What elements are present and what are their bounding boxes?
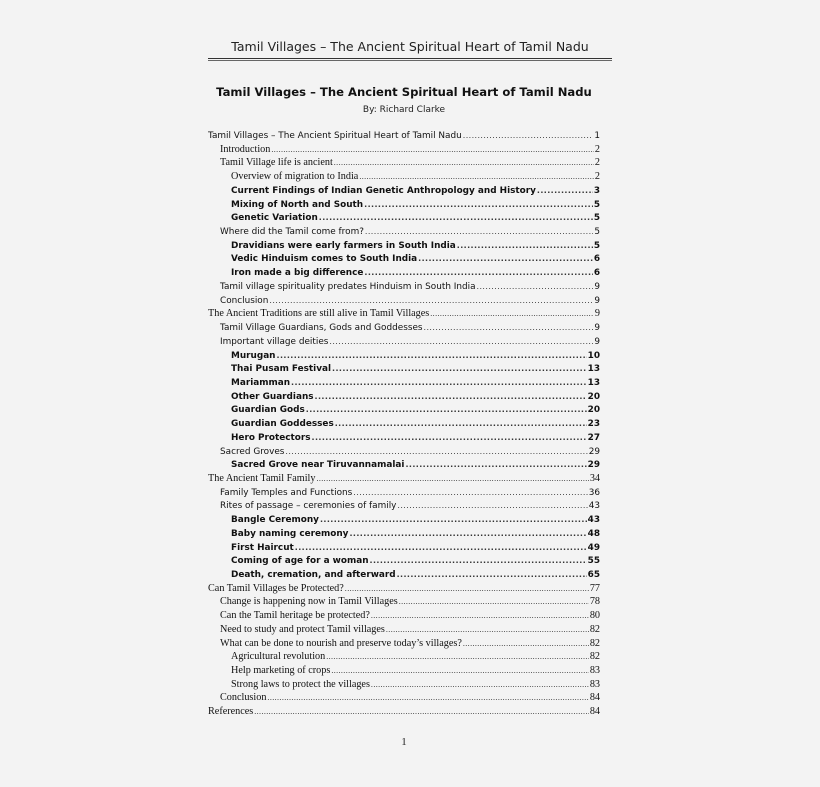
toc-entry-title: Family Temples and Functions <box>220 487 353 498</box>
toc-entry-page: 84 <box>589 706 600 718</box>
toc-entry[interactable] <box>208 554 600 568</box>
toc-entry[interactable] <box>208 445 600 459</box>
toc-entry[interactable] <box>208 582 600 596</box>
toc-entry-page: 77 <box>589 582 600 594</box>
toc-entry-title: Conclusion <box>220 295 269 306</box>
toc-leader-dots <box>326 650 589 664</box>
toc-entry-page: 9 <box>594 323 600 334</box>
toc-entry[interactable] <box>208 691 600 705</box>
toc-leader-dots <box>371 609 589 623</box>
toc-entry[interactable] <box>208 156 600 170</box>
toc-leader-dots <box>537 184 593 198</box>
toc-entry-title: References <box>208 706 254 718</box>
toc-leader-dots <box>329 335 593 349</box>
toc-entry-page: 2 <box>594 143 600 155</box>
toc-leader-dots <box>291 376 587 390</box>
toc-entry[interactable] <box>208 513 600 527</box>
toc-entry[interactable] <box>208 294 600 308</box>
toc-leader-dots <box>430 307 594 321</box>
toc-entry-title: Tamil village spirituality predates Hinduism in South India <box>220 281 476 292</box>
toc-entry-title: Vedic Hinduism comes to South India <box>231 254 418 265</box>
toc-entry[interactable] <box>208 129 600 143</box>
toc-entry-page: 34 <box>589 472 600 484</box>
toc-entry-page: 13 <box>587 377 600 388</box>
toc-leader-dots <box>364 266 592 280</box>
toc-entry-page: 48 <box>587 528 600 539</box>
toc-entry[interactable] <box>208 362 600 376</box>
toc-entry-page: 9 <box>594 295 600 306</box>
toc-entry-title: Tamil Village life is ancient <box>220 157 333 169</box>
toc-entry-page: 20 <box>587 405 600 416</box>
toc-leader-dots <box>397 499 587 513</box>
document-title: Tamil Villages – The Ancient Spiritual Heart of Tamil Nadu <box>216 85 592 99</box>
toc-leader-dots <box>285 445 587 459</box>
toc-entry-page: 1 <box>594 131 600 141</box>
toc-entry[interactable] <box>208 349 600 363</box>
toc-entry[interactable] <box>208 568 600 582</box>
toc-leader-dots <box>335 417 587 431</box>
toc-entry[interactable] <box>208 211 600 225</box>
toc-entry-page: 43 <box>588 501 600 512</box>
toc-leader-dots <box>320 513 587 527</box>
toc-entry-title: The Ancient Traditions are still alive in Tamil Villages <box>208 308 430 320</box>
toc-leader-dots <box>312 431 587 445</box>
toc-leader-dots <box>353 486 587 500</box>
toc-entry[interactable] <box>208 170 600 184</box>
toc-leader-dots <box>359 170 594 184</box>
toc-leader-dots <box>349 527 586 541</box>
toc-entry-title: Thai Pusam Festival <box>231 364 332 375</box>
toc-entry-title: The Ancient Tamil Family <box>208 472 316 484</box>
toc-entry[interactable] <box>208 431 600 445</box>
toc-entry-page: 6 <box>593 254 600 265</box>
toc-entry-page: 80 <box>589 610 600 622</box>
toc-entry[interactable] <box>208 637 600 651</box>
toc-entry-title: Murugan <box>231 350 276 361</box>
toc-entry-title: Conclusion <box>220 692 267 704</box>
toc-entry-page: 23 <box>587 419 600 430</box>
toc-entry-title: Iron made a big difference <box>231 268 364 279</box>
toc-leader-dots <box>370 554 587 568</box>
toc-entry[interactable] <box>208 472 600 486</box>
toc-leader-dots <box>365 225 593 239</box>
toc-entry-title: Sacred Grove near Tiruvannamalai <box>231 460 405 471</box>
toc-leader-dots <box>277 349 587 363</box>
toc-leader-dots <box>424 321 594 335</box>
toc-entry[interactable] <box>208 198 600 212</box>
toc-entry-title: Tamil Villages – The Ancient Spiritual Heart of Tamil Nadu <box>208 131 462 141</box>
toc-entry-title: Overview of migration to India <box>231 171 359 183</box>
toc-entry[interactable] <box>208 307 600 321</box>
toc-entry[interactable] <box>208 664 600 678</box>
toc-entry-title: Guardian Gods <box>231 405 305 416</box>
toc-leader-dots <box>371 678 589 692</box>
toc-entry-title: Dravidians were early farmers in South India <box>231 240 456 251</box>
toc-entry-title: Genetic Variation <box>231 213 318 224</box>
toc-entry-title: Baby naming ceremony <box>231 528 349 539</box>
toc-leader-dots <box>269 294 593 308</box>
toc-entry-title: Help marketing of crops <box>231 665 331 677</box>
toc-leader-dots <box>477 280 594 294</box>
toc-entry-title: Important village deities <box>220 336 329 347</box>
toc-entry-title: Death, cremation, and afterward <box>231 570 396 580</box>
toc-entry[interactable] <box>208 376 600 390</box>
header-rule <box>208 58 612 59</box>
toc-entry-title: Current Findings of Indian Genetic Anthropology and History <box>231 185 536 196</box>
toc-entry-page: 2 <box>594 171 600 183</box>
toc-entry-page: 13 <box>587 364 600 375</box>
toc-entry-title: Strong laws to protect the villages <box>231 678 370 690</box>
toc-entry[interactable] <box>208 335 600 349</box>
toc-entry-page: 49 <box>587 542 600 553</box>
toc-leader-dots <box>334 156 594 170</box>
toc-entry-title: Mariamman <box>231 377 291 388</box>
toc-leader-dots <box>386 623 589 637</box>
toc-entry[interactable] <box>208 417 600 431</box>
toc-entry-title: Guardian Goddesses <box>231 419 334 430</box>
toc-leader-dots <box>315 390 587 404</box>
toc-leader-dots <box>463 129 594 143</box>
toc-entry-page: 2 <box>594 157 600 169</box>
toc-leader-dots <box>463 637 589 651</box>
toc-leader-dots <box>316 472 588 486</box>
toc-entry-title: Need to study and protect Tamil villages <box>220 623 385 635</box>
toc-entry-page: 20 <box>587 391 600 402</box>
toc-entry-page: 9 <box>594 308 600 320</box>
toc-entry[interactable] <box>208 143 600 157</box>
toc-entry-page: 5 <box>594 227 600 238</box>
toc-leader-dots <box>271 143 594 157</box>
toc-entry[interactable] <box>208 458 600 472</box>
toc-entry-title: First Haircut <box>231 542 294 553</box>
toc-leader-dots <box>418 252 593 266</box>
toc-entry-page: 78 <box>589 596 600 608</box>
toc-leader-dots <box>332 362 587 376</box>
toc-entry[interactable] <box>208 321 600 335</box>
toc-entry[interactable] <box>208 266 600 280</box>
toc-leader-dots <box>364 198 593 212</box>
toc-entry-title: Introduction <box>220 143 271 155</box>
toc-leader-dots <box>306 403 587 417</box>
toc-entry-page: 9 <box>594 281 600 292</box>
toc-entry-page: 82 <box>589 623 600 635</box>
toc-entry-title: Other Guardians <box>231 391 314 402</box>
toc-leader-dots <box>254 705 589 719</box>
toc-entry[interactable] <box>208 239 600 253</box>
toc-entry[interactable] <box>208 225 600 239</box>
toc-entry-page: 29 <box>587 460 600 471</box>
toc-entry-page: 5 <box>593 240 600 251</box>
toc-leader-dots <box>345 582 589 596</box>
toc-entry-title: What can be done to nourish and preserve today’s villages? <box>220 637 462 649</box>
toc-entry[interactable] <box>208 280 600 294</box>
toc-entry-page: 55 <box>587 556 600 567</box>
toc-entry-title: Rites of passage – ceremonies of family <box>220 501 397 512</box>
toc-entry[interactable] <box>208 527 600 541</box>
toc-leader-dots <box>295 541 587 555</box>
toc-entry-page: 6 <box>593 268 600 279</box>
toc-entry-page: 84 <box>589 692 600 704</box>
toc-entry-title: Tamil Village Guardians, Gods and Goddesses <box>220 323 423 334</box>
toc-entry-page: 9 <box>594 336 600 347</box>
toc-entry-page: 36 <box>588 487 600 498</box>
toc-leader-dots <box>399 595 589 609</box>
toc-entry-title: Can the Tamil heritage be protected? <box>220 610 370 622</box>
toc-entry[interactable] <box>208 650 600 664</box>
toc-entry-title: Where did the Tamil come from? <box>220 227 364 238</box>
toc-entry-page: 3 <box>593 185 600 196</box>
toc-entry-page: 27 <box>587 432 600 443</box>
toc-entry-page: 10 <box>587 350 600 361</box>
toc-entry[interactable] <box>208 499 600 513</box>
toc-entry-title: Hero Protectors <box>231 432 311 443</box>
toc-entry[interactable] <box>208 184 600 198</box>
toc-entry-page: 82 <box>589 637 600 649</box>
toc-entry-title: Can Tamil Villages be Protected? <box>208 582 344 594</box>
toc-entry[interactable] <box>208 609 600 623</box>
toc-entry-page: 43 <box>587 515 600 526</box>
toc-leader-dots <box>457 239 593 253</box>
toc-leader-dots <box>319 211 593 225</box>
author-byline: By: Richard Clarke <box>362 105 446 115</box>
toc-entry-title: Sacred Groves <box>220 446 285 457</box>
toc-entry-title: Bangle Ceremony <box>231 515 319 526</box>
toc-leader-dots <box>267 691 588 705</box>
toc-entry[interactable] <box>208 403 600 417</box>
page-number: 1 <box>401 736 407 748</box>
toc-entry[interactable] <box>208 486 600 500</box>
toc-entry-title: Change is happening now in Tamil Villages <box>220 596 398 608</box>
toc-leader-dots <box>397 568 587 582</box>
toc-entry-page: 65 <box>587 570 600 580</box>
toc-entry-title: Agricultural revolution <box>231 651 326 663</box>
toc-entry[interactable] <box>208 678 600 692</box>
toc-entry-page: 83 <box>589 678 600 690</box>
toc-entry-page: 5 <box>593 199 600 210</box>
toc-entry[interactable] <box>208 595 600 609</box>
table-of-contents <box>208 129 600 719</box>
toc-entry-page: 82 <box>589 651 600 663</box>
header-rule-thin <box>208 60 612 61</box>
toc-entry[interactable] <box>208 623 600 637</box>
toc-entry-page: 5 <box>593 213 600 224</box>
toc-leader-dots <box>405 458 586 472</box>
toc-entry-title: Mixing of North and South <box>231 199 364 210</box>
toc-entry[interactable] <box>208 541 600 555</box>
toc-entry[interactable] <box>208 252 600 266</box>
running-header: Tamil Villages – The Ancient Spiritual Heart of Tamil Nadu <box>231 39 589 54</box>
toc-entry-title: Coming of age for a woman <box>231 556 369 567</box>
toc-entry-page: 29 <box>588 446 600 457</box>
toc-entry[interactable] <box>208 390 600 404</box>
toc-leader-dots <box>331 664 589 678</box>
toc-entry-page: 83 <box>589 665 600 677</box>
toc-entry[interactable] <box>208 705 600 719</box>
